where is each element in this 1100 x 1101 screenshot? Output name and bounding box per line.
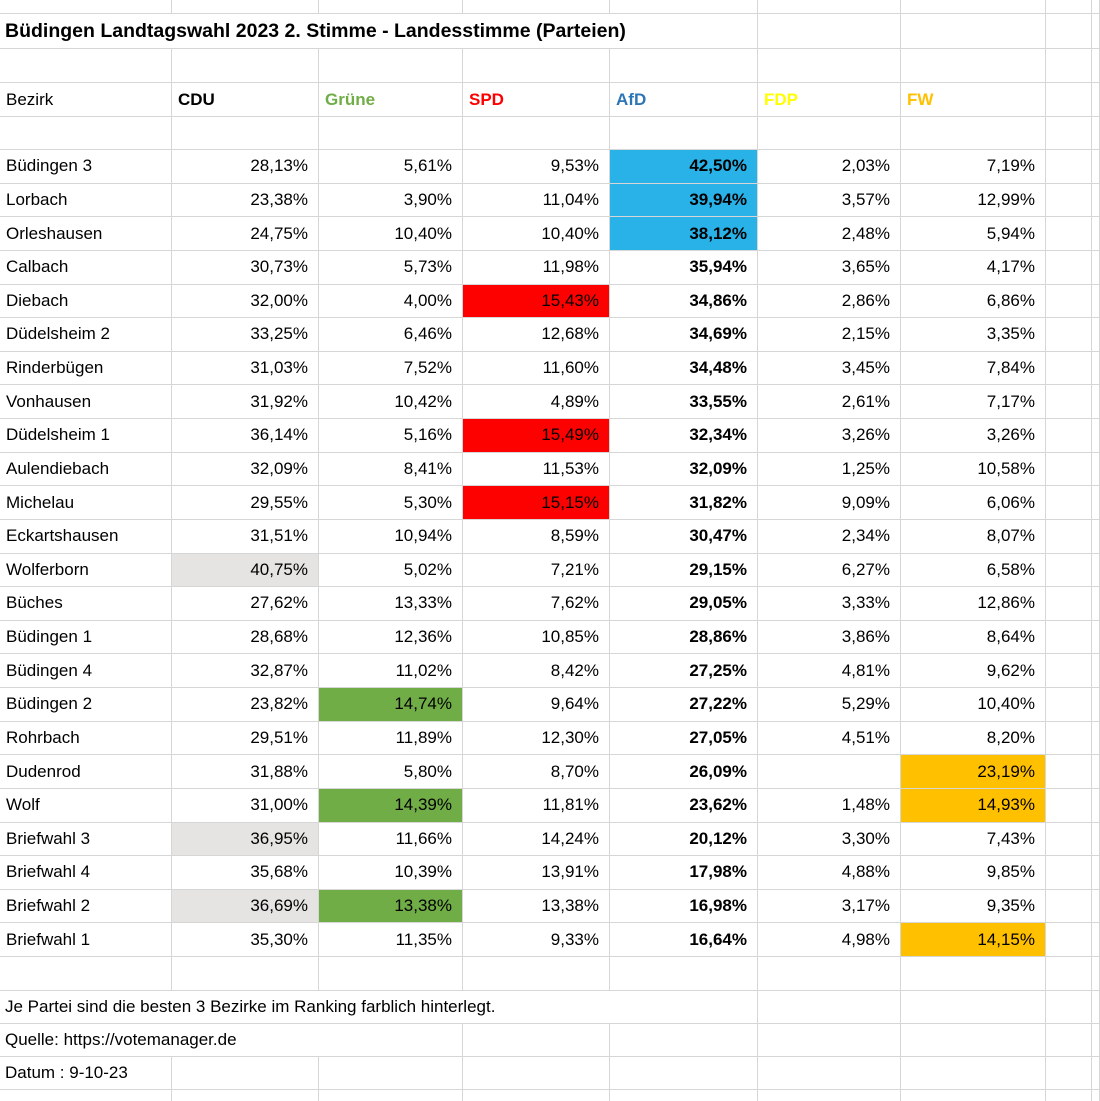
value-cell-cdu[interactable]: 31,00% xyxy=(172,789,319,823)
bezirk-cell[interactable]: Düdelsheim 2 xyxy=(0,318,172,352)
value-cell-gruene[interactable]: 8,41% xyxy=(319,453,463,487)
empty-cell xyxy=(1046,856,1092,890)
value-cell-cdu[interactable]: 28,13% xyxy=(172,150,319,184)
empty-cell xyxy=(1092,0,1100,14)
value-cell-spd[interactable]: 8,59% xyxy=(463,520,610,554)
value-cell-fdp[interactable]: 4,98% xyxy=(758,923,901,957)
value-cell-fdp[interactable]: 2,86% xyxy=(758,285,901,319)
empty-cell xyxy=(1092,385,1100,419)
empty-cell xyxy=(901,991,1046,1024)
bezirk-cell[interactable]: Dudenrod xyxy=(0,755,172,789)
value-cell-afd[interactable]: 42,50% xyxy=(610,150,758,184)
empty-cell xyxy=(758,14,901,49)
value-cell-afd[interactable]: 31,82% xyxy=(610,486,758,520)
empty-cell xyxy=(1092,890,1100,924)
value-cell-afd[interactable]: 32,09% xyxy=(610,453,758,487)
value-cell-afd[interactable]: 16,64% xyxy=(610,923,758,957)
empty-cell xyxy=(1046,755,1092,789)
value-cell-fw[interactable]: 6,86% xyxy=(901,285,1046,319)
header-fdp[interactable]: FDP xyxy=(758,83,901,117)
empty-cell xyxy=(463,1057,610,1090)
bezirk-cell[interactable]: Wolferborn xyxy=(0,554,172,588)
empty-cell xyxy=(1092,688,1100,722)
empty-cell xyxy=(1046,352,1092,386)
empty-cell xyxy=(610,117,758,150)
empty-cell xyxy=(1046,285,1092,319)
empty-cell xyxy=(1092,923,1100,957)
value-cell-gruene[interactable]: 13,33% xyxy=(319,587,463,621)
empty-cell xyxy=(1092,520,1100,554)
value-cell-gruene[interactable]: 5,61% xyxy=(319,150,463,184)
value-cell-gruene[interactable]: 14,39% xyxy=(319,789,463,823)
empty-cell xyxy=(463,1090,610,1101)
value-cell-fdp[interactable]: 9,09% xyxy=(758,486,901,520)
value-cell-afd[interactable]: 34,86% xyxy=(610,285,758,319)
legend-text: Je Partei sind die besten 3 Bezirke im Ranking farblich hinterlegt. xyxy=(0,991,758,1024)
empty-cell xyxy=(758,49,901,83)
source-text: Quelle: https://votemanager.de xyxy=(0,1024,463,1057)
bezirk-cell[interactable]: Rohrbach xyxy=(0,722,172,756)
value-cell-afd[interactable]: 26,09% xyxy=(610,755,758,789)
value-cell-spd[interactable]: 7,62% xyxy=(463,587,610,621)
empty-cell xyxy=(1046,554,1092,588)
value-cell-afd[interactable]: 35,94% xyxy=(610,251,758,285)
empty-cell xyxy=(1092,150,1100,184)
empty-cell xyxy=(901,49,1046,83)
empty-cell xyxy=(1046,251,1092,285)
value-cell-gruene[interactable]: 7,52% xyxy=(319,352,463,386)
empty-cell xyxy=(1092,755,1100,789)
value-cell-cdu[interactable]: 36,69% xyxy=(172,890,319,924)
value-cell-afd[interactable]: 34,69% xyxy=(610,318,758,352)
value-cell-fw[interactable]: 4,17% xyxy=(901,251,1046,285)
empty-cell xyxy=(1092,823,1100,857)
value-cell-fw[interactable]: 8,64% xyxy=(901,621,1046,655)
value-cell-afd[interactable]: 27,05% xyxy=(610,722,758,756)
value-cell-fdp[interactable]: 2,48% xyxy=(758,217,901,251)
empty-cell xyxy=(1046,83,1092,117)
value-cell-spd[interactable]: 14,24% xyxy=(463,823,610,857)
value-cell-spd[interactable]: 15,43% xyxy=(463,285,610,319)
value-cell-fw[interactable]: 6,06% xyxy=(901,486,1046,520)
value-cell-spd[interactable]: 11,98% xyxy=(463,251,610,285)
value-cell-fw[interactable]: 14,15% xyxy=(901,923,1046,957)
value-cell-gruene[interactable]: 6,46% xyxy=(319,318,463,352)
empty-cell xyxy=(1046,217,1092,251)
bezirk-cell[interactable]: Rinderbügen xyxy=(0,352,172,386)
empty-cell xyxy=(1046,823,1092,857)
value-cell-gruene[interactable]: 11,66% xyxy=(319,823,463,857)
value-cell-spd[interactable]: 12,68% xyxy=(463,318,610,352)
bezirk-cell[interactable]: Michelau xyxy=(0,486,172,520)
value-cell-fdp[interactable]: 4,81% xyxy=(758,654,901,688)
value-cell-spd[interactable]: 11,53% xyxy=(463,453,610,487)
value-cell-spd[interactable]: 9,53% xyxy=(463,150,610,184)
value-cell-afd[interactable]: 23,62% xyxy=(610,789,758,823)
value-cell-fw[interactable]: 10,40% xyxy=(901,688,1046,722)
empty-cell xyxy=(1092,1090,1100,1101)
value-cell-afd[interactable]: 38,12% xyxy=(610,217,758,251)
value-cell-gruene[interactable]: 12,36% xyxy=(319,621,463,655)
empty-cell xyxy=(463,0,610,14)
value-cell-afd[interactable]: 27,22% xyxy=(610,688,758,722)
value-cell-gruene[interactable]: 13,38% xyxy=(319,890,463,924)
value-cell-afd[interactable]: 28,86% xyxy=(610,621,758,655)
value-cell-fw[interactable]: 7,84% xyxy=(901,352,1046,386)
value-cell-fw[interactable]: 7,19% xyxy=(901,150,1046,184)
value-cell-cdu[interactable]: 24,75% xyxy=(172,217,319,251)
sheet-title: Büdingen Landtagswahl 2023 2. Stimme - Landesstimme (Parteien) xyxy=(0,14,758,49)
empty-cell xyxy=(1092,83,1100,117)
empty-cell xyxy=(0,1090,172,1101)
empty-cell xyxy=(1046,0,1092,14)
value-cell-afd[interactable]: 17,98% xyxy=(610,856,758,890)
value-cell-gruene[interactable]: 10,40% xyxy=(319,217,463,251)
empty-cell xyxy=(463,49,610,83)
value-cell-spd[interactable]: 11,60% xyxy=(463,352,610,386)
empty-cell xyxy=(1046,150,1092,184)
value-cell-cdu[interactable]: 40,75% xyxy=(172,554,319,588)
value-cell-fw[interactable]: 3,35% xyxy=(901,318,1046,352)
value-cell-gruene[interactable]: 5,02% xyxy=(319,554,463,588)
value-cell-gruene[interactable]: 3,90% xyxy=(319,184,463,218)
value-cell-cdu[interactable]: 36,14% xyxy=(172,419,319,453)
header-gruene[interactable]: Grüne xyxy=(319,83,463,117)
bezirk-cell[interactable]: Briefwahl 4 xyxy=(0,856,172,890)
empty-cell xyxy=(758,117,901,150)
empty-cell xyxy=(1046,14,1092,49)
value-cell-cdu[interactable]: 33,25% xyxy=(172,318,319,352)
value-cell-cdu[interactable]: 32,00% xyxy=(172,285,319,319)
empty-cell xyxy=(172,117,319,150)
value-cell-fw[interactable]: 9,62% xyxy=(901,654,1046,688)
empty-cell xyxy=(1092,285,1100,319)
value-cell-cdu[interactable]: 29,55% xyxy=(172,486,319,520)
empty-cell xyxy=(1046,923,1092,957)
empty-cell xyxy=(1092,722,1100,756)
empty-cell xyxy=(610,1090,758,1101)
bezirk-cell[interactable]: Büdingen 3 xyxy=(0,150,172,184)
value-cell-cdu[interactable]: 35,30% xyxy=(172,923,319,957)
value-cell-fw[interactable]: 12,86% xyxy=(901,587,1046,621)
value-cell-fdp[interactable]: 6,27% xyxy=(758,554,901,588)
value-cell-spd[interactable]: 9,64% xyxy=(463,688,610,722)
value-cell-fw[interactable]: 12,99% xyxy=(901,184,1046,218)
empty-cell xyxy=(758,1024,901,1057)
empty-cell xyxy=(1092,49,1100,83)
value-cell-fw[interactable]: 3,26% xyxy=(901,419,1046,453)
empty-cell xyxy=(1046,890,1092,924)
empty-cell xyxy=(1046,621,1092,655)
empty-cell xyxy=(610,1024,758,1057)
empty-cell xyxy=(319,957,463,991)
empty-cell xyxy=(319,117,463,150)
value-cell-cdu[interactable]: 30,73% xyxy=(172,251,319,285)
value-cell-spd[interactable]: 15,49% xyxy=(463,419,610,453)
empty-cell xyxy=(1092,991,1100,1024)
value-cell-cdu[interactable]: 32,87% xyxy=(172,654,319,688)
value-cell-spd[interactable]: 11,81% xyxy=(463,789,610,823)
date-text: Datum : 9-10-23 xyxy=(0,1057,172,1090)
empty-cell xyxy=(1092,117,1100,150)
value-cell-spd[interactable]: 10,40% xyxy=(463,217,610,251)
value-cell-fw[interactable]: 5,94% xyxy=(901,217,1046,251)
empty-cell xyxy=(1046,1057,1092,1090)
value-cell-afd[interactable]: 16,98% xyxy=(610,890,758,924)
header-fw[interactable]: FW xyxy=(901,83,1046,117)
empty-cell xyxy=(1046,318,1092,352)
value-cell-cdu[interactable]: 32,09% xyxy=(172,453,319,487)
empty-cell xyxy=(1092,856,1100,890)
value-cell-cdu[interactable]: 36,95% xyxy=(172,823,319,857)
value-cell-gruene[interactable]: 11,35% xyxy=(319,923,463,957)
empty-cell xyxy=(0,0,172,14)
empty-cell xyxy=(1046,520,1092,554)
value-cell-gruene[interactable]: 14,74% xyxy=(319,688,463,722)
bezirk-cell[interactable]: Orleshausen xyxy=(0,217,172,251)
value-cell-spd[interactable]: 13,91% xyxy=(463,856,610,890)
empty-cell xyxy=(1046,184,1092,218)
empty-cell xyxy=(758,1090,901,1101)
empty-cell xyxy=(901,117,1046,150)
empty-cell xyxy=(172,1057,319,1090)
empty-cell xyxy=(1046,385,1092,419)
empty-cell xyxy=(172,0,319,14)
empty-cell xyxy=(319,0,463,14)
value-cell-fdp[interactable]: 5,29% xyxy=(758,688,901,722)
empty-cell xyxy=(758,957,901,991)
empty-cell xyxy=(1092,1024,1100,1057)
value-cell-gruene[interactable]: 5,73% xyxy=(319,251,463,285)
value-cell-fdp[interactable]: 2,15% xyxy=(758,318,901,352)
header-afd[interactable]: AfD xyxy=(610,83,758,117)
value-cell-spd[interactable]: 9,33% xyxy=(463,923,610,957)
empty-cell xyxy=(901,1090,1046,1101)
empty-cell xyxy=(463,1024,610,1057)
empty-cell xyxy=(1046,722,1092,756)
empty-cell xyxy=(1046,957,1092,991)
empty-cell xyxy=(1046,1024,1092,1057)
header-spd[interactable]: SPD xyxy=(463,83,610,117)
empty-cell xyxy=(1046,486,1092,520)
empty-cell xyxy=(1046,654,1092,688)
value-cell-gruene[interactable]: 4,00% xyxy=(319,285,463,319)
empty-cell xyxy=(1046,688,1092,722)
empty-cell xyxy=(610,1057,758,1090)
value-cell-cdu[interactable]: 27,62% xyxy=(172,587,319,621)
value-cell-fdp[interactable]: 2,03% xyxy=(758,150,901,184)
empty-cell xyxy=(901,957,1046,991)
empty-cell xyxy=(1046,453,1092,487)
empty-cell xyxy=(172,49,319,83)
value-cell-afd[interactable]: 39,94% xyxy=(610,184,758,218)
empty-cell xyxy=(901,14,1046,49)
value-cell-afd[interactable]: 29,15% xyxy=(610,554,758,588)
empty-cell xyxy=(1046,49,1092,83)
value-cell-cdu[interactable]: 23,38% xyxy=(172,184,319,218)
value-cell-fw[interactable]: 23,19% xyxy=(901,755,1046,789)
empty-cell xyxy=(758,991,901,1024)
value-cell-fdp[interactable] xyxy=(758,755,901,789)
empty-cell xyxy=(1046,1090,1092,1101)
empty-cell xyxy=(319,49,463,83)
empty-cell xyxy=(1092,419,1100,453)
empty-cell xyxy=(1046,789,1092,823)
value-cell-afd[interactable]: 30,47% xyxy=(610,520,758,554)
empty-cell xyxy=(1046,991,1092,1024)
empty-cell xyxy=(1092,587,1100,621)
value-cell-gruene[interactable]: 5,30% xyxy=(319,486,463,520)
empty-cell xyxy=(463,117,610,150)
value-cell-spd[interactable]: 15,15% xyxy=(463,486,610,520)
empty-cell xyxy=(1092,957,1100,991)
value-cell-spd[interactable]: 8,70% xyxy=(463,755,610,789)
value-cell-fdp[interactable]: 4,88% xyxy=(758,856,901,890)
value-cell-cdu[interactable]: 23,82% xyxy=(172,688,319,722)
value-cell-fdp[interactable]: 3,57% xyxy=(758,184,901,218)
value-cell-fdp[interactable]: 1,25% xyxy=(758,453,901,487)
value-cell-spd[interactable]: 8,42% xyxy=(463,654,610,688)
value-cell-gruene[interactable]: 11,89% xyxy=(319,722,463,756)
value-cell-fw[interactable]: 6,58% xyxy=(901,554,1046,588)
empty-cell xyxy=(1092,251,1100,285)
empty-cell xyxy=(1092,1057,1100,1090)
value-cell-fw[interactable]: 9,85% xyxy=(901,856,1046,890)
value-cell-afd[interactable]: 27,25% xyxy=(610,654,758,688)
value-cell-fdp[interactable]: 3,65% xyxy=(758,251,901,285)
empty-cell xyxy=(1092,789,1100,823)
empty-cell xyxy=(1092,486,1100,520)
bezirk-cell[interactable]: Aulendiebach xyxy=(0,453,172,487)
value-cell-cdu[interactable]: 31,88% xyxy=(172,755,319,789)
value-cell-fw[interactable]: 8,07% xyxy=(901,520,1046,554)
empty-cell xyxy=(1046,587,1092,621)
bezirk-cell[interactable]: Düdelsheim 1 xyxy=(0,419,172,453)
value-cell-cdu[interactable]: 31,51% xyxy=(172,520,319,554)
empty-cell xyxy=(610,0,758,14)
value-cell-fw[interactable]: 10,58% xyxy=(901,453,1046,487)
empty-cell xyxy=(758,0,901,14)
value-cell-spd[interactable]: 4,89% xyxy=(463,385,610,419)
empty-cell xyxy=(319,1090,463,1101)
bezirk-cell[interactable]: Lorbach xyxy=(0,184,172,218)
value-cell-fdp[interactable]: 1,48% xyxy=(758,789,901,823)
bezirk-cell[interactable]: Büdingen 1 xyxy=(0,621,172,655)
value-cell-afd[interactable]: 33,55% xyxy=(610,385,758,419)
value-cell-cdu[interactable]: 31,03% xyxy=(172,352,319,386)
value-cell-gruene[interactable]: 10,42% xyxy=(319,385,463,419)
value-cell-afd[interactable]: 32,34% xyxy=(610,419,758,453)
empty-cell xyxy=(610,49,758,83)
bezirk-cell[interactable]: Büches xyxy=(0,587,172,621)
value-cell-fdp[interactable]: 3,86% xyxy=(758,621,901,655)
value-cell-cdu[interactable]: 31,92% xyxy=(172,385,319,419)
bezirk-cell[interactable]: Calbach xyxy=(0,251,172,285)
value-cell-fdp[interactable]: 4,51% xyxy=(758,722,901,756)
value-cell-fw[interactable]: 8,20% xyxy=(901,722,1046,756)
empty-cell xyxy=(1092,184,1100,218)
value-cell-afd[interactable]: 20,12% xyxy=(610,823,758,857)
value-cell-spd[interactable]: 11,04% xyxy=(463,184,610,218)
empty-cell xyxy=(1092,352,1100,386)
bezirk-cell[interactable]: Büdingen 4 xyxy=(0,654,172,688)
value-cell-fdp[interactable]: 3,17% xyxy=(758,890,901,924)
empty-cell xyxy=(758,1057,901,1090)
value-cell-gruene[interactable]: 5,16% xyxy=(319,419,463,453)
empty-cell xyxy=(901,1057,1046,1090)
value-cell-fdp[interactable]: 3,33% xyxy=(758,587,901,621)
value-cell-fw[interactable]: 7,43% xyxy=(901,823,1046,857)
empty-cell xyxy=(1092,453,1100,487)
bezirk-cell[interactable]: Vonhausen xyxy=(0,385,172,419)
value-cell-spd[interactable]: 7,21% xyxy=(463,554,610,588)
empty-cell xyxy=(1046,117,1092,150)
empty-cell xyxy=(610,957,758,991)
value-cell-fw[interactable]: 7,17% xyxy=(901,385,1046,419)
empty-cell xyxy=(319,1057,463,1090)
value-cell-spd[interactable]: 13,38% xyxy=(463,890,610,924)
empty-cell xyxy=(1092,621,1100,655)
bezirk-cell[interactable]: Wolf xyxy=(0,789,172,823)
header-bezirk[interactable]: Bezirk xyxy=(0,83,172,117)
value-cell-afd[interactable]: 29,05% xyxy=(610,587,758,621)
value-cell-gruene[interactable]: 5,80% xyxy=(319,755,463,789)
value-cell-afd[interactable]: 34,48% xyxy=(610,352,758,386)
empty-cell xyxy=(172,1090,319,1101)
header-cdu[interactable]: CDU xyxy=(172,83,319,117)
bezirk-cell[interactable]: Briefwahl 1 xyxy=(0,923,172,957)
empty-cell xyxy=(901,1024,1046,1057)
value-cell-cdu[interactable]: 35,68% xyxy=(172,856,319,890)
value-cell-spd[interactable]: 10,85% xyxy=(463,621,610,655)
empty-cell xyxy=(1092,14,1100,49)
value-cell-spd[interactable]: 12,30% xyxy=(463,722,610,756)
value-cell-fw[interactable]: 14,93% xyxy=(901,789,1046,823)
value-cell-cdu[interactable]: 29,51% xyxy=(172,722,319,756)
empty-cell xyxy=(1092,654,1100,688)
value-cell-fdp[interactable]: 3,26% xyxy=(758,419,901,453)
value-cell-fdp[interactable]: 2,34% xyxy=(758,520,901,554)
empty-cell xyxy=(1092,318,1100,352)
bezirk-cell[interactable]: Briefwahl 3 xyxy=(0,823,172,857)
value-cell-cdu[interactable]: 28,68% xyxy=(172,621,319,655)
empty-cell xyxy=(463,957,610,991)
value-cell-fdp[interactable]: 3,45% xyxy=(758,352,901,386)
value-cell-fdp[interactable]: 3,30% xyxy=(758,823,901,857)
value-cell-gruene[interactable]: 11,02% xyxy=(319,654,463,688)
empty-cell xyxy=(0,49,172,83)
value-cell-fdp[interactable]: 2,61% xyxy=(758,385,901,419)
empty-cell xyxy=(172,957,319,991)
bezirk-cell[interactable]: Diebach xyxy=(0,285,172,319)
empty-cell xyxy=(901,0,1046,14)
bezirk-cell[interactable]: Büdingen 2 xyxy=(0,688,172,722)
empty-cell xyxy=(1092,554,1100,588)
empty-cell xyxy=(1092,217,1100,251)
empty-cell xyxy=(0,117,172,150)
value-cell-gruene[interactable]: 10,39% xyxy=(319,856,463,890)
empty-cell xyxy=(1046,419,1092,453)
value-cell-gruene[interactable]: 10,94% xyxy=(319,520,463,554)
bezirk-cell[interactable]: Briefwahl 2 xyxy=(0,890,172,924)
empty-cell xyxy=(0,957,172,991)
value-cell-fw[interactable]: 9,35% xyxy=(901,890,1046,924)
bezirk-cell[interactable]: Eckartshausen xyxy=(0,520,172,554)
